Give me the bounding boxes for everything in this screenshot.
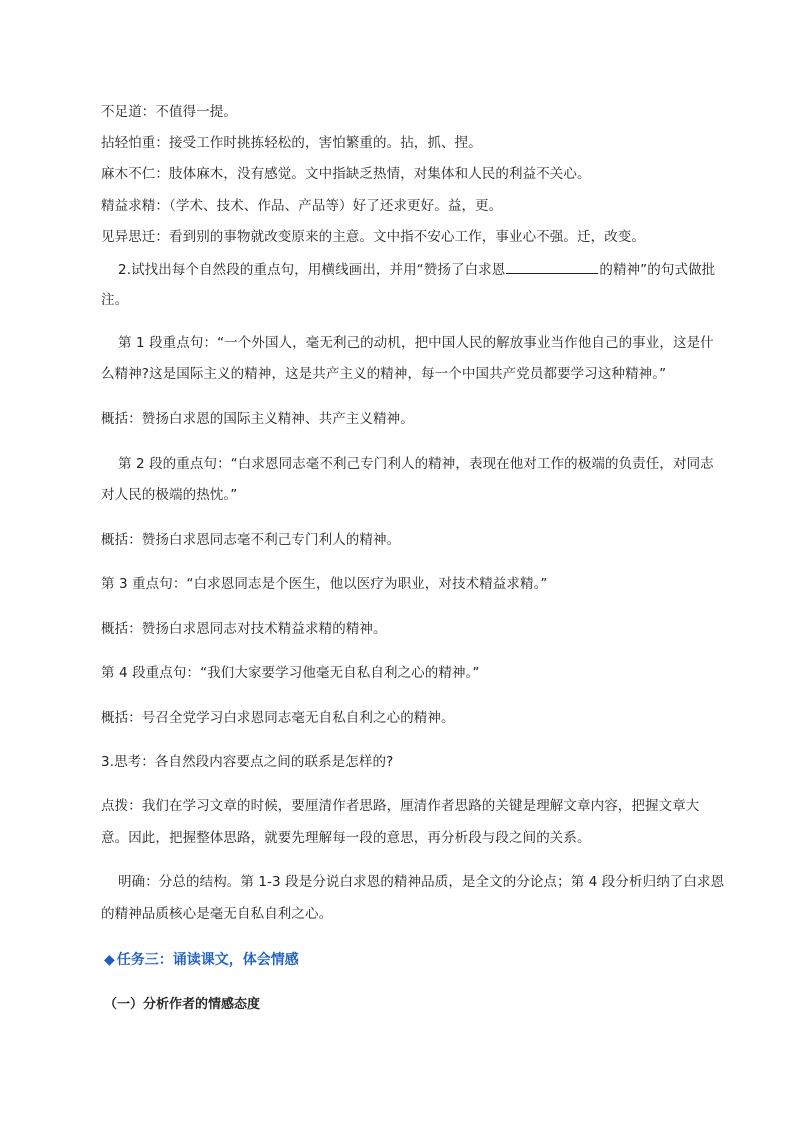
paragraph-2-summary: 概括：赞扬白求恩同志毫不利己专门利人的精神。 <box>101 532 401 548</box>
paragraph-2-key: 第 2 段的重点句：“白求恩同志毫不利己专门利人的精神，表现在他对工作的极端的负责任，对同志 <box>118 456 714 472</box>
paragraph-4-summary: 概括：号召全党学习白求恩同志毫无自私自利之心的精神。 <box>101 710 455 726</box>
vocab-item: 见异思迁：看到别的事物就改变原来的主意。文中指不安心工作，事业心不强。迁，改变。 <box>101 229 645 245</box>
paragraph-1-key-cont: 么精神?这是国际主义的精神，这是共产主义的精神，每一个中国共产党员都要学习这种精神。” <box>101 366 667 382</box>
task-3-heading <box>104 949 299 969</box>
task-3-title: 任务三：诵读课文，体会情感 <box>116 952 299 968</box>
section-subheading: （一）分析作者的情感态度 <box>104 997 261 1012</box>
vocab-item: 精益求精：（学术、技术、作品、产品等）好了还求更好。益，更。 <box>101 198 503 214</box>
paragraph-4-key: 第 4 段重点句：“我们大家要学习他毫无自私自利之心的精神。” <box>101 665 480 681</box>
question-2-prefix: 2.试找出每个自然段的重点句，用横线画出，并用“赞扬了白求恩 <box>118 262 506 278</box>
vocab-item: 拈轻怕重：接受工作时挑拣轻松的，害怕繁重的。拈，抓、捏。 <box>101 135 482 151</box>
paragraph-1-key: 第 1 段重点句：“一个外国人，毫无利己的动机，把中国人民的解放事业当作他自己的事业，这是什 <box>118 335 714 351</box>
paragraph-2-key-cont: 对人民的极端的热忱。” <box>101 487 238 503</box>
paragraph-3-key: 第 3 重点句：“白求恩同志是个医生，他以医疗为职业，对技术精益求精。” <box>101 576 548 592</box>
question-2 <box>118 261 715 278</box>
hint-line: 点拨：我们在学习文章的时候，要厘清作者思路，厘清作者思路的关键是理解文章内容，把握文章大 <box>101 798 700 814</box>
paragraph-1-summary: 概括：赞扬白求恩的国际主义精神、共产主义精神。 <box>101 411 414 427</box>
question-2-suffix: 的精神”的句式做批 <box>599 262 716 278</box>
conclusion-line: 的精神品质核心是毫无自私自利之心。 <box>101 906 333 922</box>
conclusion-line: 明确：分总的结构。第 1-3 段是分说白求恩的精神品质，是全文的分论点；第 4 段分析归纳了白求恩 <box>118 874 725 890</box>
paragraph-3-summary: 概括：赞扬白求恩同志对技术精益求精的精神。 <box>101 621 387 637</box>
vocab-item: 麻木不仁：肢体麻木，没有感觉。文中指缺乏热情，对集体和人民的利益不关心。 <box>101 166 591 182</box>
vocab-item: 不足道：不值得一提。 <box>101 104 237 120</box>
question-2-line2: 注。 <box>101 292 129 308</box>
diamond-icon: ◆ <box>104 952 115 968</box>
hint-line: 意。因此，把握整体思路，就要先理解每一段的意思，再分析段与段之间的关系。 <box>101 830 591 846</box>
fill-blank <box>506 261 598 274</box>
question-3: 3.思考：各自然段内容要点之间的联系是怎样的? <box>101 754 394 770</box>
